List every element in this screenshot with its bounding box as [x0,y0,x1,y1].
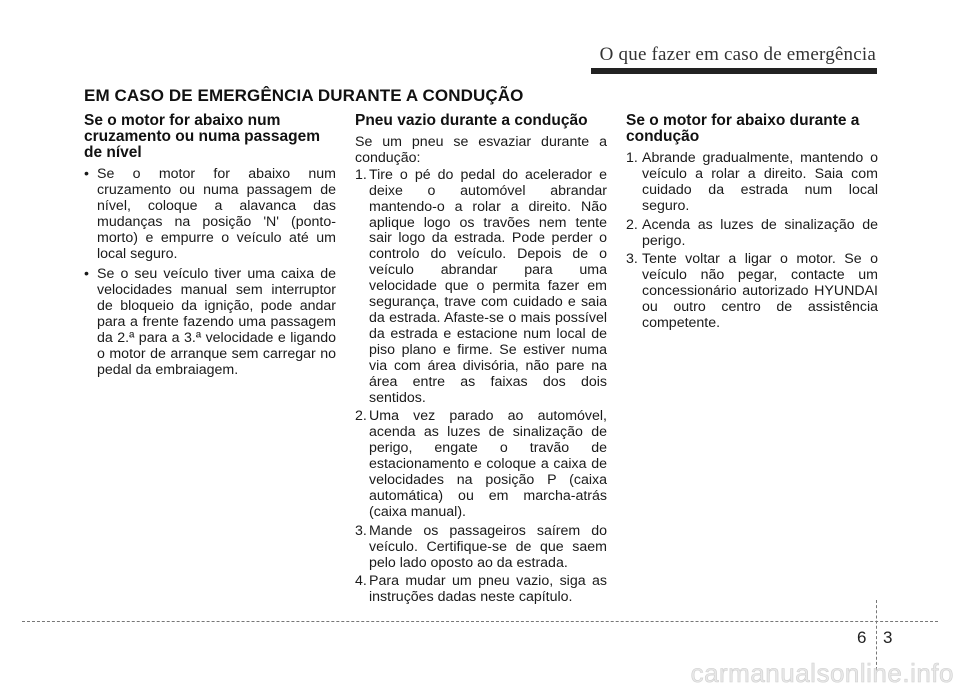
step-text: Tente voltar a ligar o motor. Se o veículo não pegar, contacte um concessionário autorizado HYUNDAI ou outro centro de assistência competente. [642,251,878,332]
step-text: Mande os passageiros saírem do veículo. Certifique-se de que saem pelo lado oposto ao da estrada. [369,522,607,571]
bullet-list [84,167,336,379]
chapter-number: 6 [857,628,867,647]
step-text: Tire o pé do pedal do acelerador e deixe o automóvel abrandar mantendo-o a rolar a direito. Não aplique logo os travões nem tente sair logo da estrada. Pode perder o controlo do veículo. Depois de o veículo abrandar para uma velocidade que o permita fazer em segurança, trave com cuidado e saia da estrada. Afaste-se o mais possível da estrada e estacione num local de piso plano e firme. Se estiver numa via com área divisória, não pare na área entre as faixas dos dois sentidos. [369,166,607,406]
step-number: 3. [626,251,638,268]
step-number: 3. [355,522,367,539]
chapter-title: O que fazer em caso de emergência [599,44,876,65]
column-heading: Pneu vazio durante a condução [355,112,588,129]
column-flat-tire [355,113,607,609]
list-item [355,409,607,520]
step-text: Para mudar um pneu vazio, siga as instruções dadas neste capítulo. [369,573,607,606]
step-number: 1. [626,150,638,166]
list-item: • Se o motor for abaixo num cruzamento ou numa passagem de nível, coloque a alavanca das mudanças na posição 'N' (ponto-morto) e empurre o veículo até um local seguro. [84,167,336,262]
list-item [626,252,878,332]
header-rule [591,68,877,74]
step-number: 1. [355,166,367,183]
section-title: EM CASO DE EMERGÊNCIA DURANTE A CONDUÇÃO [84,86,524,105]
column-heading: Se o motor for abaixo durante a condução [626,112,860,145]
step-list [626,151,878,332]
step-number: 2. [355,408,367,425]
list-item [355,524,607,572]
intro-text: Se um pneu se esvaziar durante a condução: [355,134,607,166]
step-text: Uma vez parado ao automóvel, acenda as luzes de sinalização de perigo, engate o travão de estacionamento e coloque a caixa de velocidades na posição P (caixa automática) ou em marcha-atrás (caixa manual). [369,408,607,520]
column-engine-stall-crossing [84,113,336,384]
step-list [355,168,607,606]
footer-rule [22,621,938,622]
watermark: carmanualsonline.info [690,658,954,688]
list-item: • Se o seu veículo tiver uma caixa de velocidades manual sem interruptor de bloqueio da ignição, pode andar para a frente fazendo uma passagem da 2.ª para a 3.ª velocidade e ligando o motor de arranque sem carregar no pedal da embraiagem. [84,267,336,378]
list-item [626,218,878,250]
column-engine-stall-driving [626,113,878,335]
step-text: Acenda as luzes de sinalização de perigo. [642,216,878,249]
step-number: 4. [355,573,367,590]
list-item [355,168,607,407]
list-item [355,574,607,606]
step-number: 2. [626,216,638,233]
column-heading: Se o motor for abaixo num cruzamento ou numa passagem de nível [84,112,321,161]
list-item [626,151,878,215]
page-number: 3 [883,628,893,647]
step-text: Abrande gradualmente, mantendo o veículo a rolar a direito. Saia com cuidado da estrada num local seguro. [642,150,878,214]
